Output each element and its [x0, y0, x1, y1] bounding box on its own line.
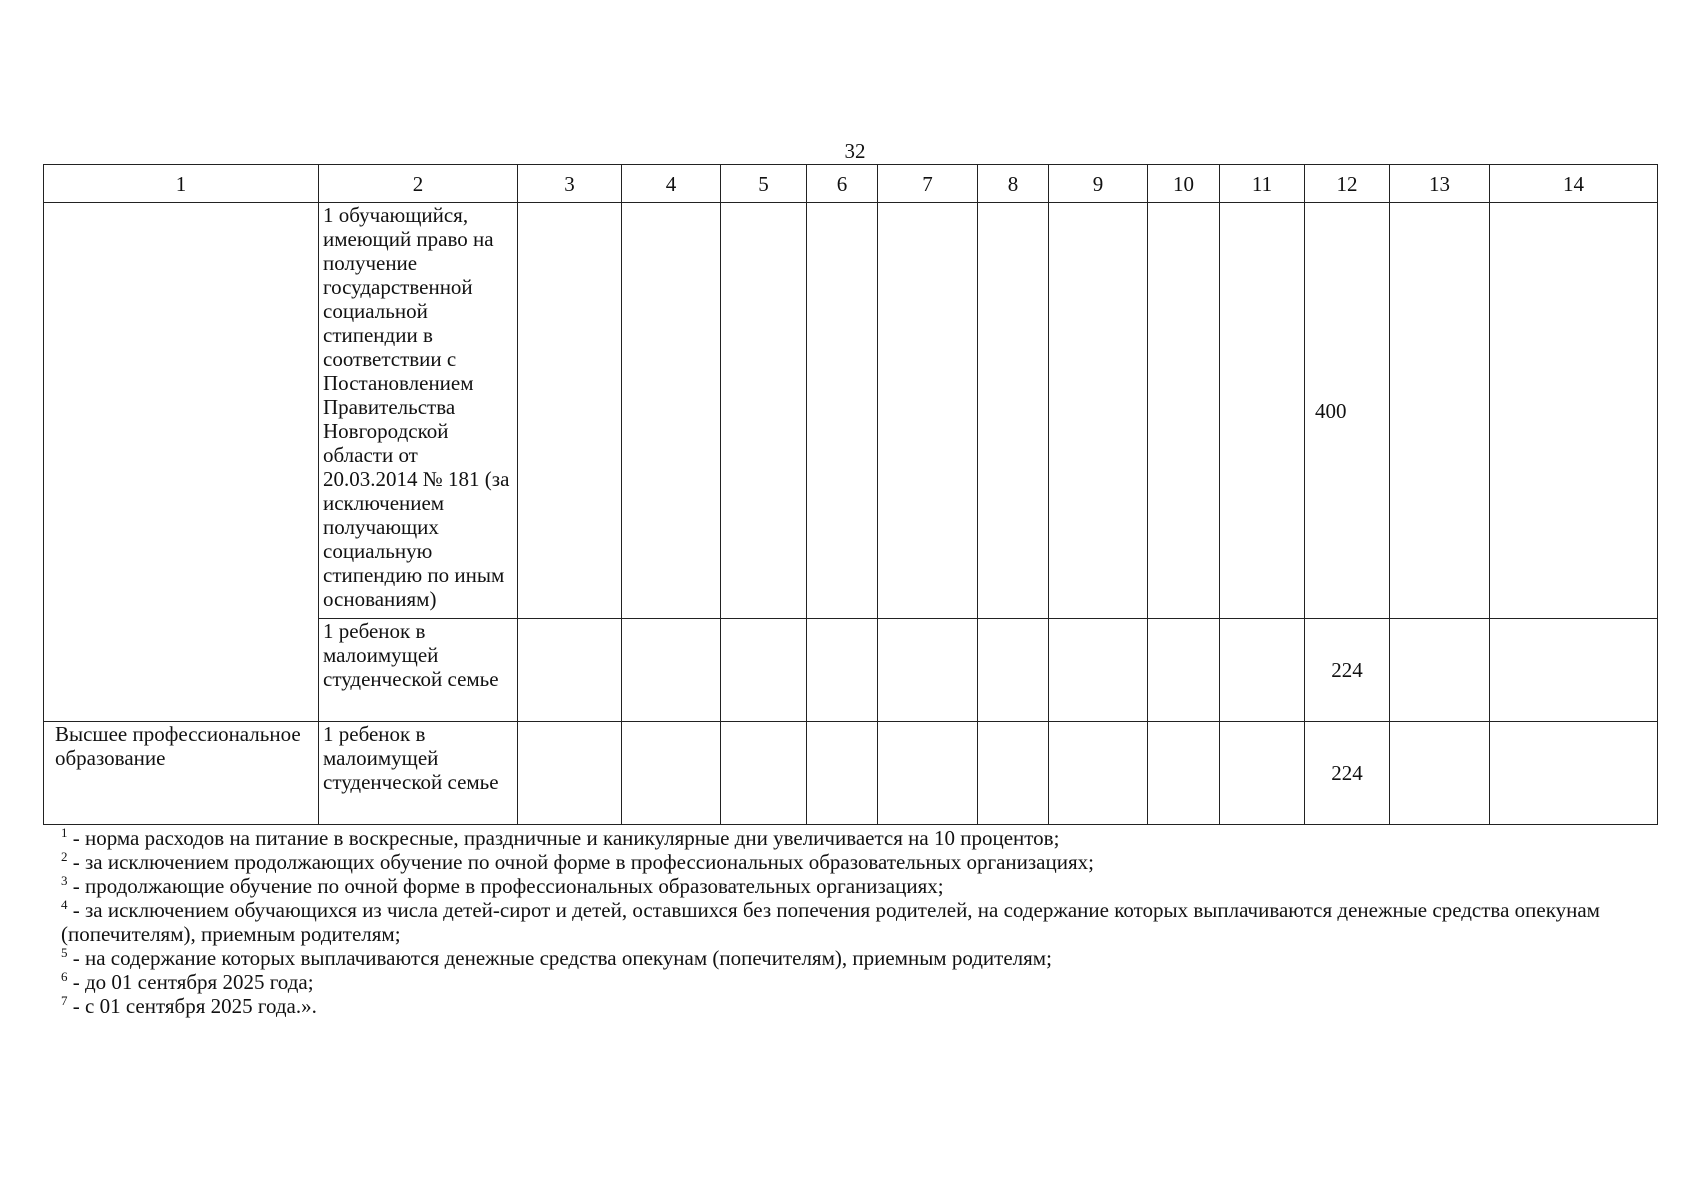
empty-cell — [807, 203, 878, 619]
empty-cell — [1490, 722, 1658, 825]
footnote-text: - норма расходов на питание в воскресные, праздничные и каникулярные дни увеличивается на 10 процентов; — [67, 826, 1060, 850]
empty-cell — [1220, 203, 1305, 619]
empty-cell — [1049, 203, 1148, 619]
value-cell-col12: 224 — [1305, 619, 1390, 722]
empty-cell — [807, 722, 878, 825]
empty-cell — [978, 203, 1049, 619]
empty-cell — [1049, 722, 1148, 825]
footnote-text: - продолжающие обучение по очной форме в профессиональных образовательных организациях; — [67, 874, 944, 898]
footnote-7 — [61, 994, 1661, 1018]
footnote-text: - за исключением обучающихся из числа детей-сирот и детей, оставшихся без попечения родителей, на содержание которых выплачиваются денежные средства опекунам (попечителям), приемным родителям; — [61, 898, 1600, 946]
footnote-mark: 4 — [61, 897, 68, 912]
empty-cell — [518, 722, 622, 825]
footnotes — [61, 826, 1661, 1018]
empty-cell — [978, 619, 1049, 722]
column-header-3: 3 — [518, 165, 622, 203]
page-number: 32 — [844, 139, 866, 163]
column-header-8: 8 — [978, 165, 1049, 203]
empty-cell — [518, 619, 622, 722]
empty-cell — [518, 203, 622, 619]
footnote-mark: 3 — [61, 873, 68, 888]
recipient-category-cell: 1 обучающийся, имеющий право на получение государственной социальной стипендии в соответствии с Постановлением Правительства Новгородской области от 20.03.2014 № 181 (за исключением получающих социальную стипендию по иным основаниям) — [319, 203, 518, 619]
empty-cell — [1220, 619, 1305, 722]
empty-cell — [1148, 619, 1220, 722]
column-header-2: 2 — [319, 165, 518, 203]
empty-cell — [1390, 619, 1490, 722]
footnote-6 — [61, 970, 1661, 994]
empty-cell — [622, 619, 721, 722]
value-cell-col12: 400 — [1305, 203, 1390, 619]
empty-cell — [721, 203, 807, 619]
empty-cell — [721, 619, 807, 722]
column-header-1: 1 — [44, 165, 319, 203]
empty-cell — [978, 722, 1049, 825]
column-header-14: 14 — [1490, 165, 1658, 203]
column-header-7: 7 — [878, 165, 978, 203]
empty-cell — [1148, 203, 1220, 619]
empty-cell — [878, 619, 978, 722]
footnote-mark: 2 — [61, 849, 68, 864]
empty-cell — [878, 722, 978, 825]
table-header-row — [44, 165, 1658, 203]
column-header-9: 9 — [1049, 165, 1148, 203]
footnote-text: - на содержание которых выплачиваются денежные средства опекунам (попечителям), приемным родителям; — [67, 946, 1052, 970]
empty-cell — [721, 722, 807, 825]
footnote-2 — [61, 850, 1661, 874]
footnote-mark: 1 — [61, 825, 68, 840]
recipient-category-cell: 1 ребенок в малоимущей студенческой семье — [319, 619, 518, 722]
column-header-13: 13 — [1390, 165, 1490, 203]
recipient-category-cell: 1 ребенок в малоимущей студенческой семье — [319, 722, 518, 825]
footnote-text: - за исключением продолжающих обучение по очной форме в профессиональных образовательных организациях; — [67, 850, 1094, 874]
empty-cell — [1148, 722, 1220, 825]
footnote-4 — [61, 898, 1661, 946]
footnote-text: - с 01 сентября 2025 года.». — [67, 994, 317, 1018]
education-level-cell — [44, 203, 319, 722]
column-header-10: 10 — [1148, 165, 1220, 203]
empty-cell — [1220, 722, 1305, 825]
empty-cell — [878, 203, 978, 619]
table-row — [44, 203, 1658, 619]
value-cell-col12: 224 — [1305, 722, 1390, 825]
empty-cell — [1390, 722, 1490, 825]
empty-cell — [622, 203, 721, 619]
footnote-mark: 7 — [61, 993, 68, 1008]
empty-cell — [622, 722, 721, 825]
empty-cell — [1390, 203, 1490, 619]
empty-cell — [1049, 619, 1148, 722]
footnote-5 — [61, 946, 1661, 970]
column-header-4: 4 — [622, 165, 721, 203]
empty-cell — [807, 619, 878, 722]
footnote-mark: 5 — [61, 945, 68, 960]
column-header-11: 11 — [1220, 165, 1305, 203]
table-row — [44, 722, 1658, 825]
footnote-3 — [61, 874, 1661, 898]
education-level-cell: Высшее профессиональное образование — [44, 722, 319, 825]
column-header-6: 6 — [807, 165, 878, 203]
footnote-mark: 6 — [61, 969, 68, 984]
column-header-12: 12 — [1305, 165, 1390, 203]
footnote-1 — [61, 826, 1661, 850]
empty-cell — [1490, 203, 1658, 619]
column-header-5: 5 — [721, 165, 807, 203]
norms-table — [43, 164, 1658, 825]
footnote-text: - до 01 сентября 2025 года; — [67, 970, 314, 994]
empty-cell — [1490, 619, 1658, 722]
